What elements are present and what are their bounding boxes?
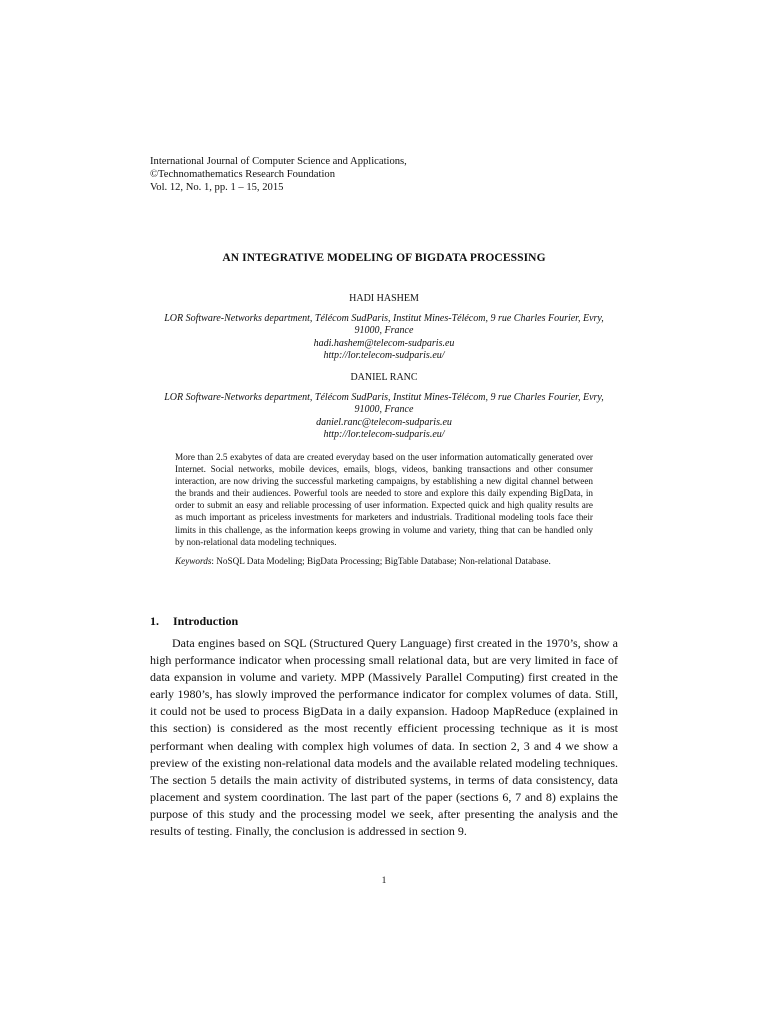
author-affiliation: LOR Software-Networks department, Télécom SudParis, Institut Mines-Télécom, 9 rue Charles Fourier, Evry, 91000, France — [164, 312, 604, 336]
page-number: 1 — [381, 876, 387, 886]
keywords-list: : NoSQL Data Modeling; BigData Processing; BigTable Database; Non-relational Database. — [211, 555, 551, 566]
author-url[interactable]: http://lor.telecom-sudparis.eu/ — [323, 429, 445, 440]
introduction-body — [150, 635, 618, 840]
abstract-text: More than 2.5 exabytes of data are created everyday based on the user information automatically generated over Internet. Social networks, mobile devices, emails, blogs, videos, banking transactions and other consumer interaction, are now driving the successful marketing campaigns, by establishing a new digital channel between the brands and their audiences. Powerful tools are needed to store and explore this daily expending BigData, in order to submit an easy and reliable processing of user information. Expected quick and high quality results are as much important as priceless investments for marketers and industrials. Traditional modeling tools face their limits in this challenge, as the information keeps growing in volume and variety, thing that can be handled only by non-relational data modeling techniques. — [175, 452, 593, 547]
author-name: HADI HASHEM — [349, 293, 419, 304]
journal-name: International Journal of Computer Science and Applications, — [150, 156, 407, 167]
author-affiliation: LOR Software-Networks department, Télécom SudParis, Institut Mines-Télécom, 9 rue Charles Fourier, Evry, 91000, France — [164, 391, 604, 415]
author-email[interactable]: daniel.ranc@telecom-sudparis.eu — [316, 416, 452, 428]
section-heading — [150, 614, 238, 629]
journal-volume: Vol. 12, No. 1, pp. 1 – 15, 2015 — [150, 182, 284, 193]
abstract — [175, 451, 593, 567]
journal-header — [150, 155, 407, 194]
section-number: 1. — [150, 614, 159, 628]
section-title: Introduction — [173, 614, 239, 628]
author-name: DANIEL RANC — [350, 372, 418, 383]
author-email[interactable]: hadi.hashem@telecom-sudparis.eu — [313, 337, 455, 349]
author-url[interactable]: http://lor.telecom-sudparis.eu/ — [323, 350, 445, 361]
author-block — [150, 372, 618, 442]
keywords — [175, 555, 593, 567]
keywords-label: Keywords — [175, 555, 212, 566]
paper-title: AN INTEGRATIVE MODELING OF BIGDATA PROCESSING — [222, 252, 546, 264]
author-block — [150, 293, 618, 363]
introduction-paragraph: Data engines based on SQL (Structured Query Language) first created in the 1970’s, show a high performance indicator when processing small relational data, but are very limited in face of data expansion in volume and variety. MPP (Massively Parallel Computing) first created in the early 1980’s, has slowly improved the performance indicator for complex volumes of data. Still, it could not be used to process BigData in a daily expansion. Hadoop MapReduce (explained in this section) is considered as the most recently efficient processing technique as it is most performant when dealing with complex high volumes of data. In section 2, 3 and 4 we show a preview of the existing non-relational data models and the available related modeling techniques. The section 5 details the main activity of distributed systems, in terms of data consistency, data placement and system coordination. The last part of the paper (sections 6, 7 and 8) explains the purpose of this study and the processing model we seek, after presenting the analysis and the results of testing. Finally, the conclusion is addressed in section 9. — [150, 636, 618, 839]
journal-copyright: ©Technomathematics Research Foundation — [150, 169, 335, 180]
